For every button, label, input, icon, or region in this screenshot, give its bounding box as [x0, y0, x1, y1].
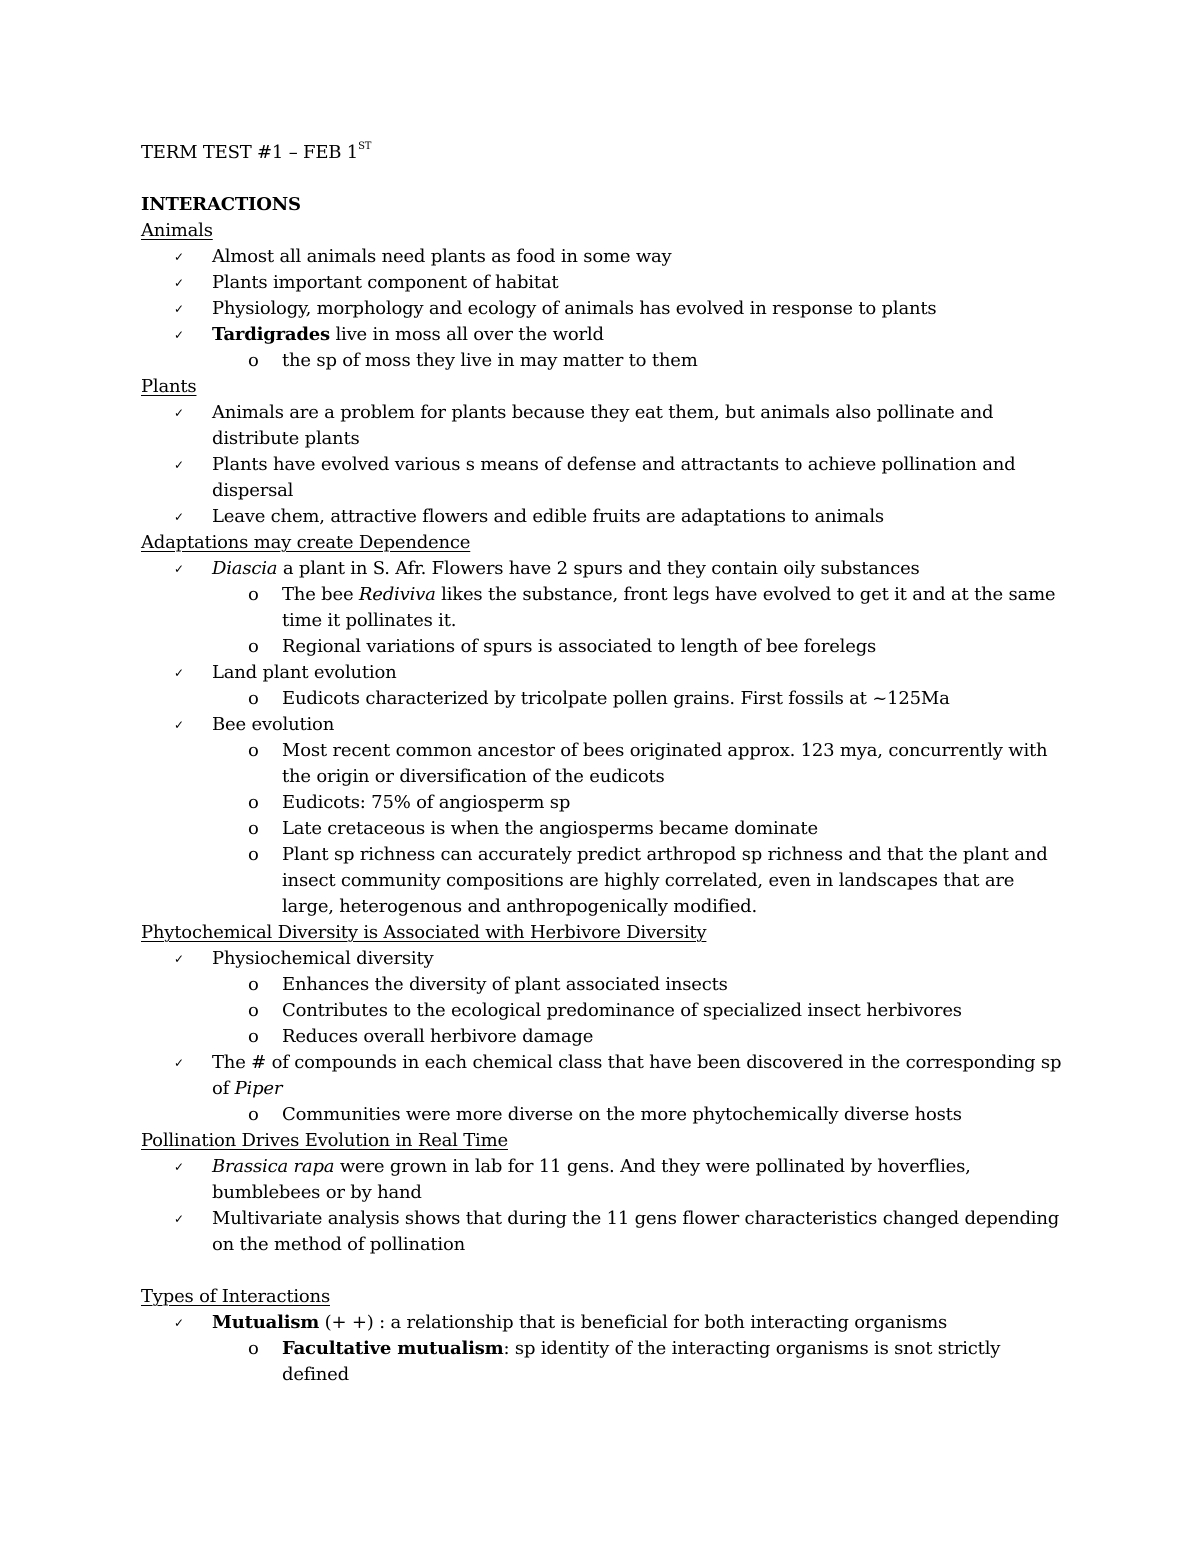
- main-heading: INTERACTIONS: [141, 194, 301, 215]
- text-fragment: a plant in S. Afr. Flowers have 2 spurs and they contain oily substances: [277, 558, 920, 579]
- bullet-item: [141, 1310, 1071, 1336]
- text-fragment: Physiochemical diversity: [212, 948, 434, 969]
- text-fragment: Reduces overall herbivore damage: [282, 1026, 594, 1047]
- bullet-item: [141, 1050, 1071, 1102]
- section-heading: Pollination Drives Evolution in Real Time: [141, 1130, 508, 1151]
- checkmark-bullet-icon: ✓: [174, 562, 184, 576]
- circle-bullet-icon: o: [248, 688, 259, 709]
- sub-bullet-item: [141, 842, 1071, 920]
- bullet-item: [141, 244, 1071, 270]
- text-fragment: Leave chem, attractive flowers and edible fruits are adaptations to animals: [212, 506, 884, 527]
- text-fragment: the sp of moss they live in may matter to them: [282, 350, 698, 371]
- bullet-item: [141, 660, 1071, 686]
- bold-term: Tardigrades: [212, 324, 330, 345]
- text-fragment: Regional variations of spurs is associated to length of bee forelegs: [282, 636, 877, 657]
- sub-bullet-item: [141, 1336, 1071, 1388]
- circle-bullet-icon: o: [248, 1000, 259, 1021]
- circle-bullet-icon: o: [248, 792, 259, 813]
- bold-term: Facultative mutualism: [282, 1338, 504, 1359]
- text-fragment: Plants important component of habitat: [212, 272, 559, 293]
- section-heading: Phytochemical Diversity is Associated with Herbivore Diversity: [141, 922, 707, 943]
- checkmark-bullet-icon: ✓: [174, 406, 184, 420]
- title-text: TERM TEST #1 – FEB 1: [141, 142, 359, 163]
- circle-bullet-icon: o: [248, 1338, 259, 1359]
- bullet-item: [141, 946, 1071, 972]
- title-superscript: ST: [358, 141, 372, 152]
- checkmark-bullet-icon: ✓: [174, 250, 184, 264]
- notes-section: [141, 530, 1071, 920]
- sub-bullet-item: [141, 634, 1071, 660]
- bold-term: Mutualism: [212, 1312, 320, 1333]
- bullet-item: [141, 296, 1071, 322]
- text-fragment: Eudicots: 75% of angiosperm sp: [282, 792, 571, 813]
- circle-bullet-icon: o: [248, 350, 259, 371]
- text-fragment: : sp identity of the interacting organisms is snot strictly defined: [282, 1338, 1001, 1385]
- circle-bullet-icon: o: [248, 636, 259, 657]
- bullet-item: [141, 1206, 1071, 1258]
- checkmark-bullet-icon: ✓: [174, 1056, 184, 1070]
- bullet-item: [141, 556, 1071, 582]
- circle-bullet-icon: o: [248, 974, 259, 995]
- sub-bullet-item: [141, 582, 1071, 634]
- sub-bullet-item: [141, 348, 1071, 374]
- checkmark-bullet-icon: ✓: [174, 718, 184, 732]
- section-heading: Types of Interactions: [141, 1286, 330, 1307]
- circle-bullet-icon: o: [248, 584, 259, 605]
- notes-section: [141, 218, 1071, 374]
- notes-section: [141, 1128, 1071, 1258]
- italic-term: Piper: [234, 1078, 283, 1099]
- notes-section: [141, 374, 1071, 530]
- text-fragment: Most recent common ancestor of bees originated approx. 123 mya, concurrently with the origin or diversification of the eudicots: [282, 740, 1048, 787]
- circle-bullet-icon: o: [248, 844, 259, 865]
- checkmark-bullet-icon: ✓: [174, 302, 184, 316]
- text-fragment: (+ +) : a relationship that is beneficial for both interacting organisms: [319, 1312, 948, 1333]
- section-heading: Animals: [141, 220, 213, 241]
- bullet-item: [141, 270, 1071, 296]
- sub-bullet-item: [141, 816, 1071, 842]
- notes-section: [141, 1284, 1071, 1388]
- bullet-item: [141, 322, 1071, 348]
- bullet-item: [141, 400, 1071, 452]
- text-fragment: Plants have evolved various s means of defense and attractants to achieve pollination and dispersal: [212, 454, 1016, 501]
- section-heading: Adaptations may create Dependence: [141, 532, 471, 553]
- sub-bullet-item: [141, 686, 1071, 712]
- bullet-item: [141, 712, 1071, 738]
- text-fragment: Enhances the diversity of plant associated insects: [282, 974, 728, 995]
- checkmark-bullet-icon: ✓: [174, 328, 184, 342]
- circle-bullet-icon: o: [248, 740, 259, 761]
- sub-bullet-item: [141, 738, 1071, 790]
- circle-bullet-icon: o: [248, 1104, 259, 1125]
- text-fragment: Communities were more diverse on the more phytochemically diverse hosts: [282, 1104, 962, 1125]
- text-fragment: Plant sp richness can accurately predict arthropod sp richness and that the plant and insect community compositions are highly correlated, even in landscapes that are large, heterogenous and anthropogenically modified.: [282, 844, 1048, 917]
- sub-bullet-item: [141, 790, 1071, 816]
- section-heading: Plants: [141, 376, 197, 397]
- text-fragment: The # of compounds in each chemical class that have been discovered in the corresponding sp of: [212, 1052, 1062, 1099]
- checkmark-bullet-icon: ✓: [174, 276, 184, 290]
- sub-bullet-item: [141, 1024, 1071, 1050]
- checkmark-bullet-icon: ✓: [174, 666, 184, 680]
- text-fragment: were grown in lab for 11 gens. And they were pollinated by hoverflies, bumblebees or by hand: [212, 1156, 971, 1203]
- sub-bullet-item: [141, 998, 1071, 1024]
- bullet-item: [141, 452, 1071, 504]
- notes-section: [141, 920, 1071, 1128]
- text-fragment: likes the substance, front legs have evolved to get it and at the same time it pollinates it.: [282, 584, 1056, 631]
- sub-bullet-item: [141, 972, 1071, 998]
- text-fragment: Eudicots characterized by tricolpate pollen grains. First fossils at ~125Ma: [282, 688, 950, 709]
- sections-container: [141, 218, 1071, 1388]
- bullet-item: [141, 1154, 1071, 1206]
- italic-term: Diascia: [212, 558, 278, 579]
- document-title: [141, 140, 1071, 166]
- bullet-item: [141, 504, 1071, 530]
- text-fragment: Land plant evolution: [212, 662, 397, 683]
- italic-term: Rediviva: [358, 584, 436, 605]
- checkmark-bullet-icon: ✓: [174, 1316, 184, 1330]
- text-fragment: live in moss all over the world: [329, 324, 604, 345]
- checkmark-bullet-icon: ✓: [174, 510, 184, 524]
- italic-term: Brassica rapa: [212, 1156, 335, 1177]
- text-fragment: Bee evolution: [212, 714, 335, 735]
- sub-bullet-item: [141, 1102, 1071, 1128]
- text-fragment: Almost all animals need plants as food in some way: [212, 246, 672, 267]
- circle-bullet-icon: o: [248, 1026, 259, 1047]
- text-fragment: Animals are a problem for plants because they eat them, but animals also pollinate and distribute plants: [212, 402, 994, 449]
- checkmark-bullet-icon: ✓: [174, 952, 184, 966]
- circle-bullet-icon: o: [248, 818, 259, 839]
- text-fragment: Physiology, morphology and ecology of animals has evolved in response to plants: [212, 298, 937, 319]
- checkmark-bullet-icon: ✓: [174, 1160, 184, 1174]
- checkmark-bullet-icon: ✓: [174, 1212, 184, 1226]
- text-fragment: Contributes to the ecological predominance of specialized insect herbivores: [282, 1000, 962, 1021]
- notes-document: [141, 140, 1071, 1388]
- text-fragment: Multivariate analysis shows that during the 11 gens flower characteristics changed depending on the method of pollination: [212, 1208, 1060, 1255]
- checkmark-bullet-icon: ✓: [174, 458, 184, 472]
- text-fragment: Late cretaceous is when the angiosperms became dominate: [282, 818, 818, 839]
- text-fragment: The bee: [282, 584, 359, 605]
